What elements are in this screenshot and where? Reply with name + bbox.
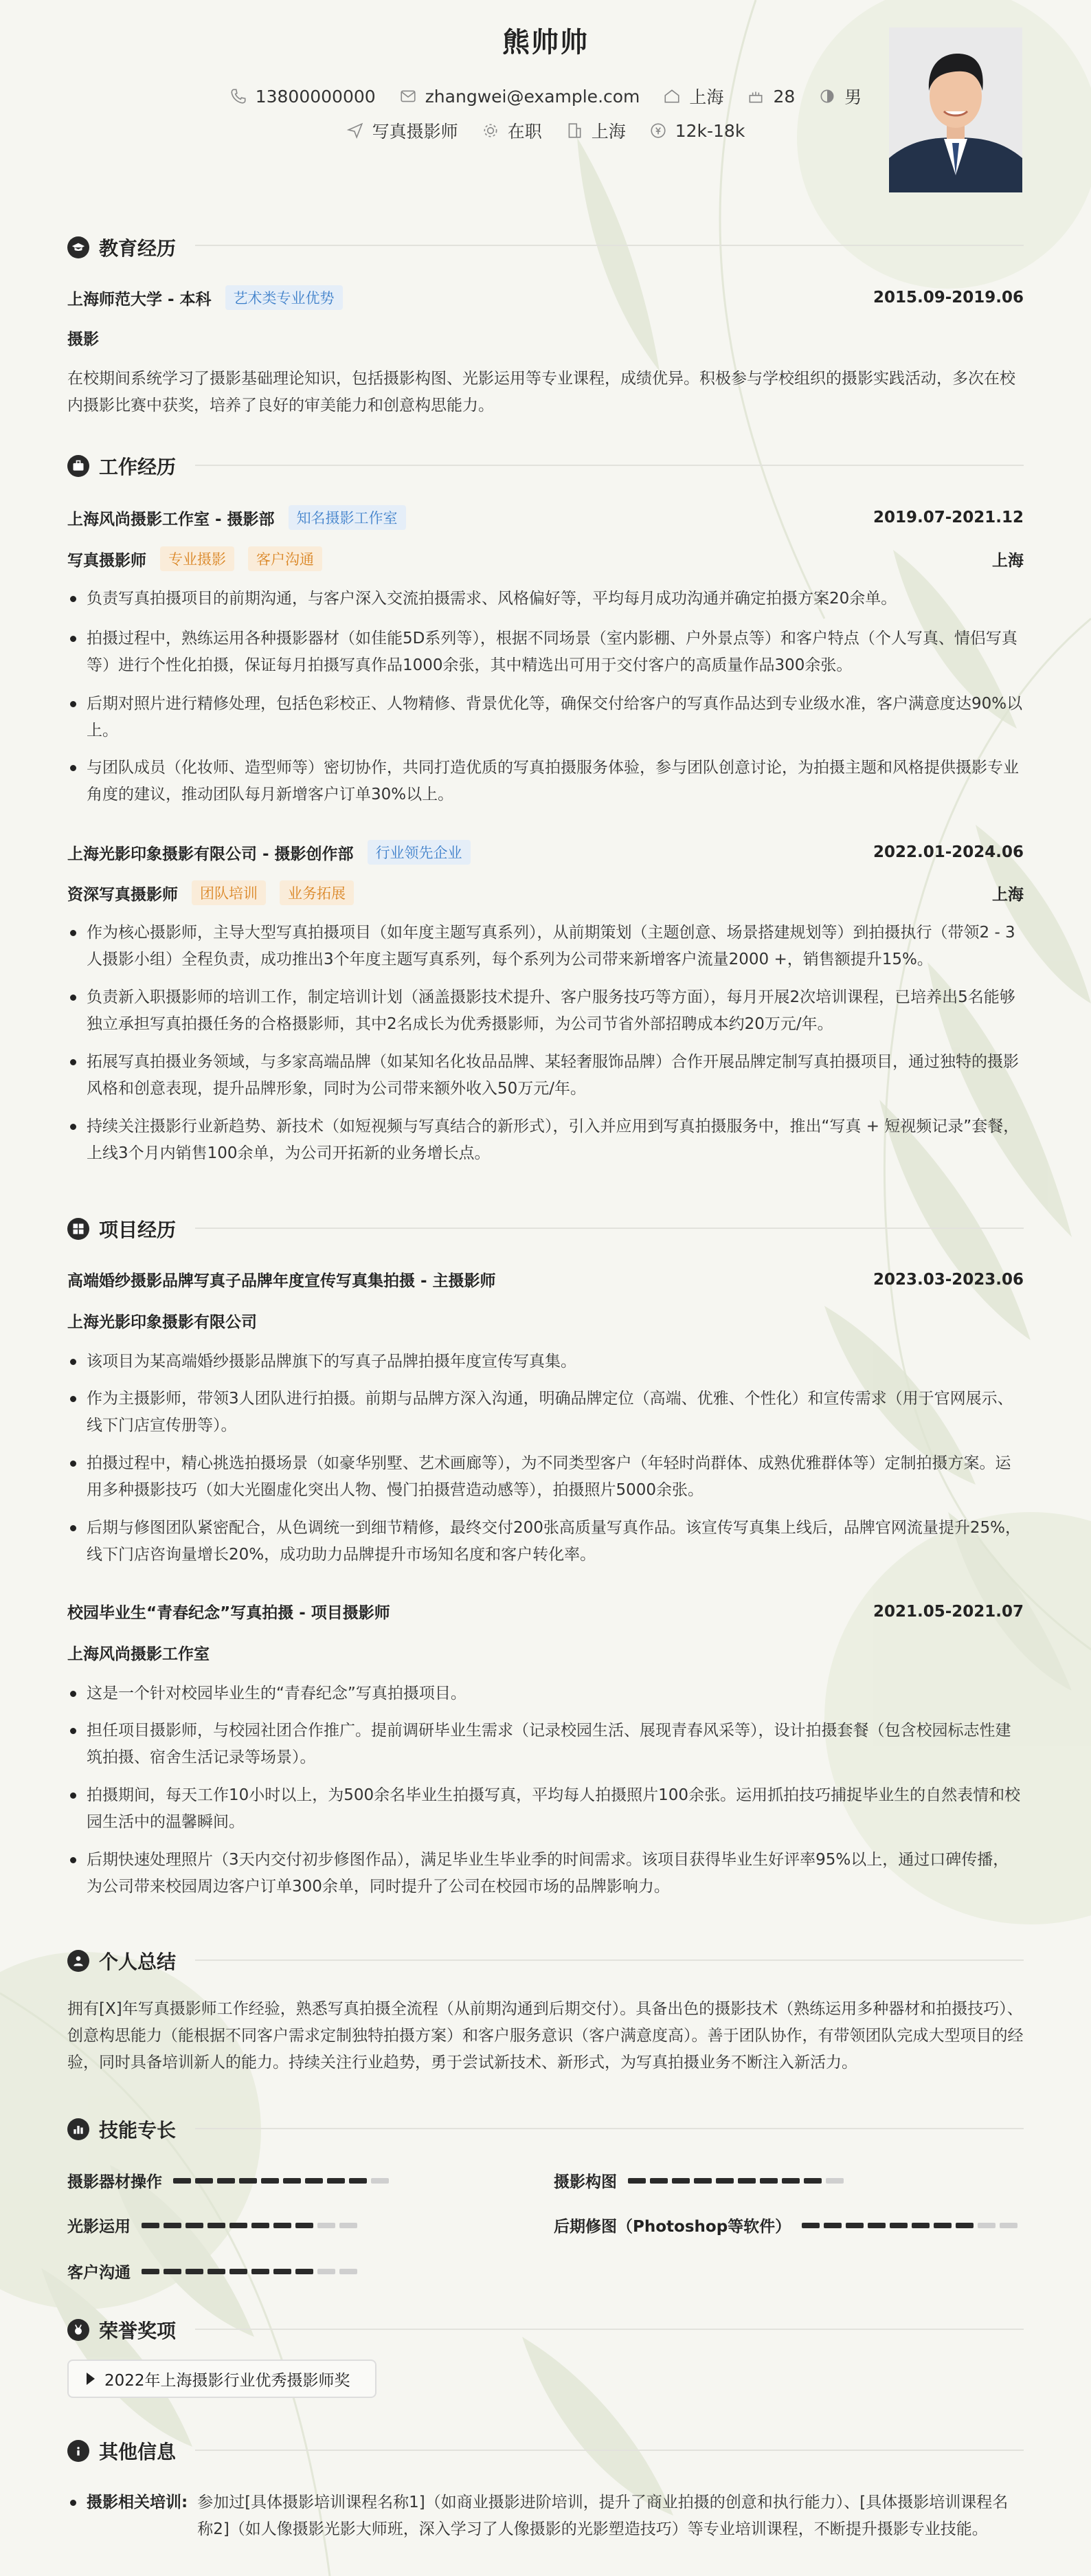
skill-level-segment	[142, 2269, 159, 2274]
job-2-bullet-2: 负责新入职摄影师的培训工作，制定培训计划（涵盖摄影技术提升、客户服务技巧等方面），每月开展2次培训课程，已培养出5名能够独立承担写真拍摄任务的合格摄影师，其中2名成长为优秀摄影师，为公司节省外部招聘成本约20万元/年。	[67, 984, 1024, 1038]
skill-4	[554, 2214, 1017, 2236]
target-city-item	[565, 118, 626, 143]
skill-1	[67, 2169, 389, 2192]
project-1-bullet-3: 拍摄过程中，精心挑选拍摄场景（如豪华别墅、艺术画廊等），为不同类型客户（年轻时尚群体、成熟优雅群体等）定制拍摄方案。运用多种摄影技巧（如大光圈虚化突出人物、慢门拍摄营造动感等），拍摄照片5000余张。	[67, 1450, 1024, 1504]
job-1-bullet-1: 负责写真拍摄项目的前期沟通，与客户深入交流拍摄需求、风格偏好等，平均每月成功沟通并确定拍摄方案20余单。	[67, 586, 1024, 612]
education-header-row	[67, 285, 1024, 310]
skill-4-name: 后期修图（Photoshop等软件）	[554, 2218, 791, 2236]
job-1-header	[67, 505, 1024, 530]
education-section-title	[67, 234, 176, 261]
education-school: 上海师范大学 - 本科	[67, 290, 212, 309]
skill-level-segment	[261, 2178, 279, 2184]
skill-level-segment	[195, 2178, 213, 2184]
city-text: 上海	[689, 87, 724, 107]
other-training-text: 参加过[具体摄影培训课程名称1]（如商业摄影进阶培训，提升了商业拍摄的创意和执行能力）、[具体摄影培训课程名称2]（如人像摄影光影大师班，深入学习了人像摄影的光影塑造技巧）等专业培训课程，不断提升摄影专业技能。	[197, 2494, 1009, 2538]
skill-5-level-bar	[142, 2269, 357, 2274]
job-title-item	[346, 118, 458, 143]
skill-level-segment	[339, 2223, 357, 2228]
projects-title-text: 项目经历	[99, 1219, 177, 1241]
project-2-company: 上海风尚摄影工作室	[67, 1645, 210, 1663]
job-2-company: 上海光影印象摄影有限公司 - 摄影创作部	[67, 845, 354, 863]
other-training-label: 摄影相关培训:	[67, 2489, 188, 2543]
skill-level-segment	[164, 2223, 181, 2228]
project-2-header	[67, 1600, 1024, 1623]
education-period: 2015.09-2019.06	[873, 289, 1024, 307]
job-2-bullet-1: 作为核心摄影师，主导大型写真拍摄项目（如年度主题写真系列），从前期策划（主题创意、场景搭建规划等）到拍摄执行（带领2 - 3人摄影小组）全程负责，成功推出3个年度主题写真系列，每个系列为公司带来新增客户流量2000 +，销售额提升15%。	[67, 920, 1024, 973]
send-icon	[346, 122, 364, 140]
chart-icon	[67, 2118, 89, 2140]
email-text: zhangwei@example.com	[425, 86, 640, 107]
skill-level-segment	[628, 2178, 646, 2184]
cake-icon	[747, 87, 765, 105]
other-training-item	[67, 2489, 1024, 2543]
phone-icon	[229, 87, 247, 105]
skill-level-segment	[251, 2223, 269, 2228]
skill-1-name: 摄影器材操作	[67, 2173, 162, 2191]
job-2-period: 2022.01-2024.06	[873, 843, 1024, 861]
skill-level-segment	[217, 2178, 235, 2184]
job-2-company-tag: 行业领先企业	[368, 840, 471, 865]
awards-divider	[195, 2329, 1024, 2330]
skill-level-segment	[846, 2223, 864, 2228]
skill-4-level-bar	[802, 2223, 1017, 2228]
education-tag: 艺术类专业优势	[225, 285, 343, 310]
skill-5	[67, 2260, 357, 2283]
skill-level-segment	[229, 2269, 247, 2274]
education-major-row	[67, 326, 1024, 349]
grid-icon	[67, 1218, 89, 1240]
education-title-text: 教育经历	[99, 237, 177, 260]
skill-level-segment	[305, 2178, 323, 2184]
awards-title-text: 荣誉奖项	[99, 2320, 177, 2342]
skill-level-segment	[273, 2269, 291, 2274]
project-1-bullet-4: 后期与修图团队紧密配合，从色调统一到细节精修，最终交付200张高质量写真作品。该宣传写真集上线后，品牌官网流量提升25%，线下门店咨询量增长20%，成功助力品牌提升市场知名度和客户转化率。	[67, 1515, 1024, 1568]
project-1-company-row	[67, 1309, 1024, 1332]
skill-level-segment	[716, 2178, 734, 2184]
skill-level-segment	[826, 2178, 844, 2184]
summary-divider	[195, 1959, 1024, 1961]
home-icon	[663, 87, 681, 105]
project-2-name: 校园毕业生“青春纪念”写真拍摄 - 项目摄影师	[67, 1604, 390, 1622]
skill-2-name: 摄影构图	[554, 2173, 617, 2191]
skill-level-segment	[295, 2269, 313, 2274]
job-2-role: 资深写真摄影师	[67, 885, 178, 904]
job-1-tag-1: 专业摄影	[160, 546, 234, 571]
summary-text: 拥有[X]年写真摄影师工作经验，熟悉写真拍摄全流程（从前期沟通到后期交付）。具备出色的摄影技术（熟练运用多种器材和拍摄技巧）、创意构思能力（能根据不同客户需求定制独特拍摄方案）和客户服务意识（客户满意度高）。善于团队协作，有带领团队完成大型项目的经验，同时具备培训新人的能力。持续关注行业趋势，勇于尝试新技术、新形式，为写真拍摄业务不断注入新活力。	[67, 2000, 1024, 2072]
project-1-bullet-2: 作为主摄影师，带领3人团队进行拍摄。前期与品牌方深入沟通，明确品牌定位（高端、优雅、个性化）和宣传需求（用于官网展示、线下门店宣传册等）。	[67, 1386, 1024, 1439]
age-item	[747, 87, 795, 107]
project-2-company-row	[67, 1641, 1024, 1664]
skill-level-segment	[694, 2178, 712, 2184]
skill-level-segment	[934, 2223, 952, 2228]
skills-section-title	[67, 2116, 176, 2143]
skill-level-segment	[349, 2178, 367, 2184]
phone-item	[229, 87, 376, 107]
job-2-tag-1: 团队培训	[192, 880, 266, 905]
job-1-bullet-3: 后期对照片进行精修处理，包括色彩校正、人物精修、背景优化等，确保交付给客户的写真作品达到专业级水准，客户满意度达90%以上。	[67, 691, 1024, 744]
skill-level-segment	[207, 2223, 225, 2228]
project-2-bullet-4: 后期快速处理照片（3天内交付初步修图作品），满足毕业生毕业季的时间需求。该项目获得毕业生好评率95%以上，通过口碑传播，为公司带来校园周边客户订单300余单，同时提升了公司在校园市场的品牌影响力。	[67, 1847, 1024, 1900]
project-1-company: 上海光影印象摄影有限公司	[67, 1313, 257, 1331]
skill-level-segment	[173, 2178, 191, 2184]
skill-2	[554, 2169, 844, 2192]
work-title-text: 工作经历	[99, 456, 177, 478]
skill-3	[67, 2214, 357, 2236]
job-1-period: 2019.07-2021.12	[873, 509, 1024, 526]
job-1-bullet-4: 与团队成员（化妆师、造型师等）密切协作，共同打造优质的写真拍摄服务体验，参与团队创意讨论，为拍摄主题和风格提供摄影专业角度的建议，推动团队每月新增客户订单30%以上。	[67, 755, 1024, 808]
profile-photo-illustration	[889, 27, 1022, 192]
info-icon	[67, 2440, 89, 2462]
projects-section-title	[67, 1215, 176, 1243]
gender-item	[818, 84, 862, 109]
job-2-tag-2: 业务拓展	[280, 880, 354, 905]
job-1-company: 上海风尚摄影工作室 - 摄影部	[67, 510, 275, 529]
job-1-role: 写真摄影师	[67, 551, 146, 570]
job-1-role-row	[67, 546, 1024, 571]
skill-level-segment	[283, 2178, 301, 2184]
project-1-header	[67, 1268, 1024, 1291]
award-item-1[interactable]	[67, 2360, 376, 2398]
project-2-bullet-3: 拍摄期间，每天工作10小时以上，为500余名毕业生拍摄写真，平均每人拍摄照片100余张。运用抓拍技巧捕捉毕业生的自然表情和校园生活中的温馨瞬间。	[67, 1782, 1024, 1836]
play-triangle-icon	[87, 2373, 95, 2385]
medal-icon	[67, 2319, 89, 2341]
skill-level-segment	[868, 2223, 886, 2228]
status-item	[482, 118, 542, 143]
skill-3-name: 光影运用	[67, 2218, 131, 2236]
skill-level-segment	[317, 2223, 335, 2228]
skill-level-segment	[760, 2178, 778, 2184]
education-divider	[195, 245, 1024, 246]
skill-level-segment	[164, 2269, 181, 2274]
skill-level-segment	[672, 2178, 690, 2184]
gear-icon	[482, 122, 499, 140]
skill-level-segment	[207, 2269, 225, 2274]
other-title-text: 其他信息	[99, 2441, 177, 2463]
building-icon	[565, 122, 583, 140]
awards-section-title	[67, 2316, 176, 2344]
skill-level-segment	[371, 2178, 389, 2184]
job-1-tag-2: 客户沟通	[248, 546, 322, 571]
skill-level-segment	[738, 2178, 756, 2184]
job-1-bullet-2: 拍摄过程中，熟练运用各种摄影器材（如佳能5D系列等），根据不同场景（室内影棚、户外景点等）和客户特点（个人写真、情侣写真等）进行个性化拍摄，保证每月拍摄写真作品1000余张，其中精选出可用于交付客户的高质量作品300余张。	[67, 625, 1024, 679]
skill-level-segment	[650, 2178, 668, 2184]
job-2-bullet-4: 持续关注摄影行业新趋势、新技术（如短视频与写真结合的新形式），引入并应用到写真拍摄服务中，推出“写真 + 短视频记录”套餐，上线3个月内销售100余单，为公司开拓新的业务增长点。	[67, 1113, 1024, 1167]
summary-section-title	[67, 1947, 176, 1975]
education-major: 摄影	[67, 331, 99, 348]
phone-text: 13800000000	[255, 86, 376, 107]
skill-level-segment	[273, 2223, 291, 2228]
education-description: 在校期间系统学习了摄影基础理论知识，包括摄影构图、光影运用等专业课程，成绩优异。积极参与学校组织的摄影实践活动，多次在校内摄影比赛中获奖，培养了良好的审美能力和创意构思能力。	[67, 370, 1015, 414]
other-section-title	[67, 2437, 176, 2465]
skill-level-segment	[824, 2223, 842, 2228]
skill-level-segment	[978, 2223, 996, 2228]
city-item	[663, 84, 723, 109]
skill-level-segment	[956, 2223, 974, 2228]
job-title-text: 写真摄影师	[372, 122, 458, 142]
skill-level-segment	[317, 2269, 335, 2274]
skill-level-segment	[142, 2223, 159, 2228]
skill-1-level-bar	[173, 2178, 389, 2184]
skill-level-segment	[251, 2269, 269, 2274]
skill-level-segment	[185, 2223, 203, 2228]
job-1-company-tag: 知名摄影工作室	[289, 505, 406, 530]
other-divider	[195, 2450, 1024, 2451]
project-2-period: 2021.05-2021.07	[873, 1602, 1024, 1621]
skill-level-segment	[229, 2223, 247, 2228]
skill-level-segment	[239, 2178, 257, 2184]
project-2-bullet-1: 这是一个针对校园毕业生的“青春纪念”写真拍摄项目。	[67, 1680, 1024, 1707]
skill-level-segment	[890, 2223, 908, 2228]
work-divider	[195, 465, 1024, 466]
salary-text: 12k-18k	[675, 120, 745, 141]
email-item	[399, 87, 640, 107]
project-1-period: 2023.03-2023.06	[873, 1270, 1024, 1289]
job-1-location: 上海	[992, 551, 1024, 570]
skill-level-segment	[912, 2223, 930, 2228]
job-2-bullet-3: 拓展写真拍摄业务领域，与多家高端品牌（如某知名化妆品品牌、某轻奢服饰品牌）合作开展品牌定制写真拍摄项目，通过独特的摄影风格和创意表现，提升品牌形象，同时为公司带来额外收入50万元/年。	[67, 1049, 1024, 1102]
candidate-name: 熊帅帅	[502, 27, 589, 58]
job-2-location: 上海	[992, 885, 1024, 904]
skill-3-level-bar	[142, 2223, 357, 2228]
skill-level-segment	[1000, 2223, 1017, 2228]
money-icon	[649, 122, 667, 140]
skill-level-segment	[782, 2178, 800, 2184]
gender-text: 男	[844, 87, 862, 107]
summary-title-text: 个人总结	[99, 1951, 177, 1973]
skill-2-level-bar	[628, 2178, 844, 2184]
skill-level-segment	[327, 2178, 345, 2184]
skill-level-segment	[295, 2223, 313, 2228]
profile-photo	[889, 27, 1022, 192]
skills-divider	[195, 2128, 1024, 2129]
briefcase-icon	[67, 455, 89, 477]
skill-level-segment	[804, 2178, 822, 2184]
person-icon	[67, 1950, 89, 1972]
skill-level-segment	[802, 2223, 820, 2228]
target-city-text: 上海	[591, 122, 626, 142]
project-1-name: 高端婚纱摄影品牌写真子品牌年度宣传写真集拍摄 - 主摄影师	[67, 1272, 496, 1290]
projects-divider	[195, 1228, 1024, 1229]
gender-icon	[818, 87, 836, 105]
age-text: 28	[773, 86, 796, 107]
project-1-bullet-1: 该项目为某高端婚纱摄影品牌旗下的写真子品牌拍摄年度宣传写真集。	[67, 1348, 1024, 1375]
project-2-bullet-2: 担任项目摄影师，与校园社团合作推广。提前调研毕业生需求（记录校园生活、展现青春风采等），设计拍摄套餐（包含校园标志性建筑拍摄、宿舍生活记录等场景）。	[67, 1718, 1024, 1771]
salary-item	[649, 121, 745, 141]
skill-5-name: 客户沟通	[67, 2264, 131, 2282]
award-1-text: 2022年上海摄影行业优秀摄影师奖	[104, 2371, 350, 2390]
status-text: 在职	[507, 122, 542, 142]
graduation-cap-icon	[67, 236, 89, 258]
skill-level-segment	[185, 2269, 203, 2274]
work-section-title	[67, 452, 176, 480]
skill-level-segment	[339, 2269, 357, 2274]
job-2-role-row	[67, 880, 1024, 905]
email-icon	[399, 87, 417, 105]
job-2-header	[67, 840, 1024, 865]
skills-title-text: 技能专长	[99, 2119, 177, 2142]
